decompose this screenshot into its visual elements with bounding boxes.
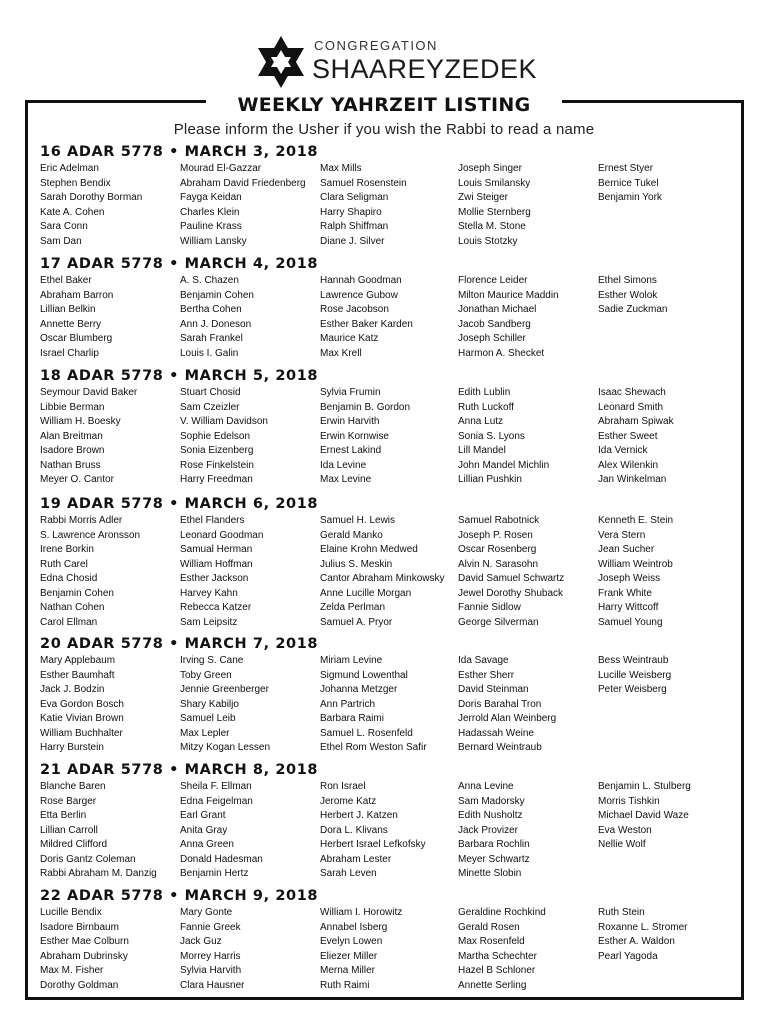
yahrzeit-name: Bernice Tukel — [598, 177, 659, 189]
yahrzeit-name: Fayga Keidan — [180, 192, 242, 203]
yahrzeit-name: Samuel Rabotnick — [458, 515, 540, 526]
name-columns — [40, 386, 740, 490]
name-column — [180, 654, 270, 756]
yahrzeit-name: Max Levine — [320, 474, 372, 485]
yahrzeit-name: Hazel B Schloner — [458, 965, 536, 976]
yahrzeit-name: Sonia S. Lyons — [458, 430, 525, 442]
name-column — [320, 654, 427, 756]
name-column — [40, 386, 137, 488]
section-heading: 19 ADAR 5778 • MARCH 6, 2018 — [40, 496, 319, 512]
name-column — [180, 162, 306, 249]
yahrzeit-name: Stephen Bendix — [40, 177, 111, 189]
yahrzeit-name: Anne Lucille Morgan — [320, 587, 412, 599]
yahrzeit-name: Louis Smilansky — [458, 177, 531, 189]
yahrzeit-name: John Mandel Michlin — [458, 459, 550, 471]
name-column — [458, 386, 549, 488]
yahrzeit-name: Annette Berry — [40, 318, 102, 330]
yahrzeit-name: Minette Slobin — [458, 868, 522, 879]
yahrzeit-name: Abraham Spiwak — [598, 416, 674, 427]
congregation-logo — [254, 34, 538, 92]
name-columns — [40, 906, 740, 1010]
name-columns — [40, 274, 740, 378]
name-column — [458, 654, 556, 756]
yahrzeit-name: Meyer O. Cantor — [40, 474, 114, 485]
yahrzeit-name: Harvey Kahn — [180, 587, 238, 599]
yahrzeit-name: Samuel Young — [598, 616, 663, 628]
name-column — [598, 162, 662, 206]
yahrzeit-name: Rabbi Morris Adler — [40, 515, 123, 526]
yahrzeit-name: Max Rosenfeld — [458, 936, 525, 947]
yahrzeit-name: Esther Mae Colburn — [40, 936, 129, 947]
yahrzeit-name: Ruth Luckoff — [458, 401, 514, 413]
section-heading: 21 ADAR 5778 • MARCH 8, 2018 — [40, 762, 319, 778]
yahrzeit-name: Ralph Shiffman — [320, 221, 389, 232]
yahrzeit-name: Louis I. Galin — [180, 347, 239, 359]
yahrzeit-name: Rebecca Katzer — [180, 602, 252, 613]
yahrzeit-name: Donald Hadesman — [180, 853, 263, 865]
section-heading: 17 ADAR 5778 • MARCH 4, 2018 — [40, 256, 319, 272]
yahrzeit-name: Jean Sucher — [598, 544, 655, 555]
yahrzeit-name: Nathan Cohen — [40, 602, 105, 613]
name-column — [180, 386, 268, 488]
yahrzeit-name: Esther Baker Karden — [320, 318, 413, 330]
name-column — [598, 274, 667, 318]
yahrzeit-name: Sylvia Frumin — [320, 387, 381, 398]
yahrzeit-name: Benjamin Cohen — [180, 289, 254, 301]
yahrzeit-name: Edna Feigelman — [180, 795, 253, 807]
yahrzeit-name: William I. Horowitz — [320, 907, 403, 918]
yahrzeit-name: Hadassah Weine — [458, 727, 534, 739]
page-title: WEEKLY YAHRZEIT LISTING — [237, 94, 531, 116]
yahrzeit-name: Sadie Zuckman — [598, 304, 668, 315]
yahrzeit-name: Shary Kabiljo — [180, 698, 239, 710]
yahrzeit-name: Abraham David Friedenberg — [180, 177, 306, 189]
yahrzeit-name: Elaine Krohn Medwed — [320, 544, 418, 555]
yahrzeit-name: Pauline Krass — [180, 221, 242, 232]
congregation-label: CONGREGATION — [314, 38, 438, 53]
yahrzeit-name: Jerome Katz — [320, 795, 377, 807]
name-column — [320, 274, 413, 361]
yahrzeit-name: Herbert Israel Lefkofsky — [320, 839, 426, 850]
yahrzeit-name: William Lansky — [180, 235, 247, 247]
yahrzeit-name: Pearl Yagoda — [598, 950, 658, 962]
date-section — [40, 886, 740, 1010]
date-section — [40, 760, 740, 884]
name-columns — [40, 780, 740, 884]
name-column — [320, 162, 407, 249]
yahrzeit-name: Maurice Katz — [320, 333, 379, 344]
page-subtitle: Please inform the Usher if you wish the Rabbi to read a name — [173, 121, 595, 138]
yahrzeit-name: Samual Herman — [180, 544, 253, 555]
yahrzeit-name: Esther Wolok — [598, 289, 658, 301]
yahrzeit-name: Etta Berlin — [40, 810, 87, 821]
yahrzeit-name: Bertha Cohen — [180, 304, 242, 315]
name-column — [40, 514, 140, 630]
yahrzeit-name: Esther Sweet — [598, 430, 658, 442]
name-column — [180, 274, 254, 361]
yahrzeit-name: Max Krell — [320, 347, 362, 359]
name-column — [458, 906, 546, 993]
yahrzeit-name: Fannie Greek — [180, 921, 241, 933]
section-heading: 16 ADAR 5778 • MARCH 3, 2018 — [40, 144, 319, 160]
yahrzeit-name: Ida Levine — [320, 459, 367, 471]
name-column — [598, 654, 671, 698]
name-column — [458, 514, 564, 630]
yahrzeit-name: Harry Burstein — [40, 742, 104, 753]
yahrzeit-name: Joseph Singer — [458, 163, 522, 174]
yahrzeit-name: Sylvia Harvith — [180, 965, 242, 976]
yahrzeit-name: Barbara Raimi — [320, 713, 384, 724]
yahrzeit-name: Jerrold Alan Weinberg — [458, 713, 557, 724]
yahrzeit-name: Irving S. Cane — [180, 655, 244, 666]
yahrzeit-name: Kenneth E. Stein — [598, 515, 674, 526]
yahrzeit-name: Rose Finkelstein — [180, 459, 254, 471]
name-column — [458, 274, 559, 361]
name-columns — [40, 514, 740, 628]
yahrzeit-name: Joseph P. Rosen — [458, 529, 533, 541]
yahrzeit-name: Ethel Simons — [598, 275, 657, 286]
yahrzeit-name: Sarah Dorothy Borman — [40, 192, 143, 203]
name-column — [598, 386, 674, 488]
yahrzeit-name: Blanche Baren — [40, 781, 106, 792]
yahrzeit-name: Diane J. Silver — [320, 235, 385, 247]
yahrzeit-name: Max Lepler — [180, 727, 230, 739]
date-section — [40, 634, 740, 758]
yahrzeit-name: Sophie Edelson — [180, 430, 251, 442]
yahrzeit-name: Ethel Baker — [40, 275, 92, 286]
yahrzeit-name: Cantor Abraham Minkowsky — [320, 573, 445, 584]
name-columns — [40, 654, 740, 758]
yahrzeit-name: Earl Grant — [180, 810, 226, 821]
yahrzeit-name: Edith Lublin — [458, 387, 511, 398]
yahrzeit-name: Lawrence Gubow — [320, 289, 398, 301]
name-column — [180, 514, 263, 630]
yahrzeit-name: Jack Provizer — [458, 824, 519, 836]
yahrzeit-name: Martha Schechter — [458, 950, 537, 962]
name-columns — [40, 162, 740, 266]
yahrzeit-name: Merna Miller — [320, 965, 376, 976]
yahrzeit-name: William Weintrob — [598, 558, 673, 570]
yahrzeit-name: Anna Lutz — [458, 416, 504, 427]
name-column — [598, 906, 688, 964]
yahrzeit-name: Stella M. Stone — [458, 221, 526, 232]
yahrzeit-name: Max M. Fisher — [40, 965, 104, 976]
yahrzeit-name: Gerald Rosen — [458, 921, 520, 933]
yahrzeit-name: Clara Seligman — [320, 192, 389, 203]
yahrzeit-name: Lucille Bendix — [40, 907, 102, 918]
name-column — [40, 162, 142, 249]
yahrzeit-name: Ruth Raimi — [320, 979, 370, 991]
yahrzeit-name: David Samuel Schwartz — [458, 573, 565, 584]
yahrzeit-name: Israel Charlip — [40, 347, 99, 359]
yahrzeit-name: Alan Breitman — [40, 430, 103, 442]
yahrzeit-name: Bernard Weintraub — [458, 742, 542, 753]
yahrzeit-name: Jewel Dorothy Shuback — [458, 587, 564, 599]
yahrzeit-name: Kate A. Cohen — [40, 206, 105, 218]
yahrzeit-name: Samuel Rosenstein — [320, 177, 407, 189]
yahrzeit-name: David Steinman — [458, 684, 529, 695]
yahrzeit-name: Peter Weisberg — [598, 684, 667, 695]
name-column — [458, 162, 531, 249]
yahrzeit-name: Johanna Metzger — [320, 684, 398, 695]
yahrzeit-name: Florence Leider — [458, 275, 528, 286]
yahrzeit-name: Stuart Chosid — [180, 387, 241, 398]
yahrzeit-name: Max Mills — [320, 163, 362, 174]
yahrzeit-name: William Hoffman — [180, 558, 253, 570]
yahrzeit-name: Lillian Carroll — [40, 824, 98, 836]
name-column — [458, 780, 530, 882]
yahrzeit-name: Mourad El-Gazzar — [180, 163, 262, 174]
yahrzeit-name: Miriam Levine — [320, 655, 383, 666]
yahrzeit-name: Ida Vernick — [598, 445, 648, 456]
yahrzeit-name: Edith Nusholtz — [458, 810, 523, 821]
yahrzeit-name: Anna Green — [180, 839, 234, 850]
yahrzeit-name: Esther Baumhaft — [40, 669, 115, 681]
yahrzeit-name: Harmon A. Shecket — [458, 347, 545, 359]
yahrzeit-name: Abraham Dubrinsky — [40, 950, 128, 962]
yahrzeit-name: Eric Adelman — [40, 163, 99, 174]
yahrzeit-name: Ida Savage — [458, 655, 509, 666]
name-column — [180, 780, 263, 882]
yahrzeit-name: Samuel Leib — [180, 713, 236, 724]
yahrzeit-name: Sam Madorsky — [458, 795, 525, 807]
yahrzeit-name: Oscar Blumberg — [40, 333, 113, 344]
date-section — [40, 366, 740, 490]
yahrzeit-name: Esther A. Waldon — [598, 936, 675, 947]
yahrzeit-name: Katie Vivian Brown — [40, 713, 124, 724]
yahrzeit-name: Benjamin L. Stulberg — [598, 781, 691, 792]
yahrzeit-name: George Silverman — [458, 616, 539, 628]
yahrzeit-name: Jonathan Michael — [458, 304, 537, 315]
section-heading: 20 ADAR 5778 • MARCH 7, 2018 — [40, 636, 319, 652]
yahrzeit-name: Nathan Bruss — [40, 459, 101, 471]
yahrzeit-name: Abraham Lester — [320, 853, 392, 865]
yahrzeit-name: Zelda Perlman — [320, 602, 386, 613]
yahrzeit-name: Isaac Shewach — [598, 387, 666, 398]
yahrzeit-name: Toby Green — [180, 669, 232, 681]
yahrzeit-name: Samuel A. Pryor — [320, 616, 393, 628]
yahrzeit-name: Edna Chosid — [40, 573, 98, 584]
yahrzeit-name: Benjamin B. Gordon — [320, 401, 411, 413]
yahrzeit-name: Lill Mandel — [458, 445, 506, 456]
yahrzeit-name: S. Lawrence Aronsson — [40, 529, 141, 541]
yahrzeit-name: Joseph Schiller — [458, 333, 526, 344]
name-column — [180, 906, 244, 993]
name-column — [40, 906, 129, 993]
yahrzeit-name: Sam Dan — [40, 235, 82, 247]
yahrzeit-name: Libbie Berman — [40, 401, 105, 413]
yahrzeit-name: Isadore Brown — [40, 445, 105, 456]
yahrzeit-name: Louis Stotzky — [458, 235, 518, 247]
yahrzeit-name: Sarah Leven — [320, 868, 377, 879]
yahrzeit-name: Samuel H. Lewis — [320, 515, 396, 526]
name-column — [40, 654, 124, 756]
yahrzeit-name: Roxanne L. Stromer — [598, 921, 688, 933]
yahrzeit-name: Geraldine Rochkind — [458, 907, 546, 918]
yahrzeit-name: Sam Leipsitz — [180, 616, 238, 628]
yahrzeit-name: Eva Weston — [598, 824, 652, 836]
yahrzeit-name: Ernest Lakind — [320, 445, 382, 456]
yahrzeit-name: Ann Partrich — [320, 698, 376, 710]
yahrzeit-name: Benjamin Hertz — [180, 868, 249, 879]
yahrzeit-name: Jack Guz — [180, 936, 222, 947]
yahrzeit-name: Doris Barahal Tron — [458, 698, 542, 710]
yahrzeit-name: Meyer Schwartz — [458, 853, 530, 865]
yahrzeit-name: William H. Boesky — [40, 416, 121, 427]
yahrzeit-name: Lillian Belkin — [40, 304, 96, 315]
yahrzeit-name: Abraham Barron — [40, 289, 114, 301]
yahrzeit-name: Carol Ellman — [40, 616, 98, 628]
yahrzeit-name: Dorothy Goldman — [40, 979, 119, 991]
yahrzeit-name: Sheila F. Ellman — [180, 781, 252, 792]
yahrzeit-name: Ron Israel — [320, 781, 366, 792]
yahrzeit-name: Eliezer Miller — [320, 950, 378, 962]
yahrzeit-name: Rose Jacobson — [320, 304, 389, 315]
yahrzeit-name: Zwi Steiger — [458, 192, 509, 203]
yahrzeit-name: Sara Conn — [40, 221, 88, 232]
yahrzeit-name: Dora L. Klivans — [320, 824, 388, 836]
name-column — [320, 386, 410, 488]
section-heading: 22 ADAR 5778 • MARCH 9, 2018 — [40, 888, 319, 904]
yahrzeit-name: Anita Gray — [180, 824, 228, 836]
yahrzeit-name: Leonard Goodman — [180, 529, 264, 541]
yahrzeit-name: Jan Winkelman — [598, 474, 667, 485]
yahrzeit-name: Mitzy Kogan Lessen — [180, 742, 271, 753]
yahrzeit-name: Jack J. Bodzin — [40, 684, 105, 695]
yahrzeit-name: Esther Sherr — [458, 669, 515, 681]
yahrzeit-name: Alex Wilenkin — [598, 459, 659, 471]
yahrzeit-name: Bess Weintraub — [598, 655, 669, 666]
yahrzeit-name: Michael David Waze — [598, 810, 689, 821]
yahrzeit-name: Rabbi Abraham M. Danzig — [40, 868, 157, 879]
yahrzeit-name: Evelyn Lowen — [320, 936, 383, 947]
yahrzeit-name: Ann J. Doneson — [180, 318, 252, 330]
yahrzeit-name: Lucille Weisberg — [598, 669, 672, 681]
yahrzeit-name: Vera Stern — [598, 529, 646, 541]
section-heading: 18 ADAR 5778 • MARCH 5, 2018 — [40, 368, 319, 384]
yahrzeit-name: Fannie Sidlow — [458, 602, 521, 613]
yahrzeit-name: Frank White — [598, 587, 652, 599]
yahrzeit-name: Sam Czeizler — [180, 401, 240, 413]
yahrzeit-name: Eva Gordon Bosch — [40, 698, 124, 710]
yahrzeit-name: Jacob Sandberg — [458, 318, 531, 330]
yahrzeit-name: Ruth Stein — [598, 907, 645, 918]
date-section — [40, 142, 740, 266]
yahrzeit-name: Clara Hausner — [180, 979, 245, 991]
yahrzeit-name: Harry Wittcoff — [598, 602, 659, 613]
yahrzeit-name: Morris Tishkin — [598, 795, 660, 807]
yahrzeit-name: Doris Gantz Coleman — [40, 853, 136, 865]
yahrzeit-name: Irene Borkin — [40, 544, 94, 555]
yahrzeit-name: Hannah Goodman — [320, 275, 402, 286]
yahrzeit-name: Alvin N. Sarasohn — [458, 558, 539, 570]
congregation-name: SHAAREYZEDEK — [312, 54, 538, 84]
yahrzeit-name: Sonia Eizenberg — [180, 445, 254, 456]
yahrzeit-name: Mollie Sternberg — [458, 206, 531, 218]
name-column — [320, 780, 426, 882]
yahrzeit-name: Ethel Rom Weston Safir — [320, 742, 427, 753]
name-column — [598, 780, 691, 853]
yahrzeit-name: Benjamin York — [598, 192, 662, 203]
yahrzeit-name: Lillian Pushkin — [458, 474, 522, 485]
yahrzeit-name: Benjamin Cohen — [40, 587, 114, 599]
yahrzeit-name: Jennie Greenberger — [180, 684, 269, 695]
yahrzeit-name: Isadore Birnbaum — [40, 921, 119, 933]
date-section — [40, 494, 740, 628]
yahrzeit-name: Sigmund Lowenthal — [320, 669, 408, 681]
yahrzeit-name: Oscar Rosenberg — [458, 544, 537, 555]
title-wrap — [206, 92, 562, 118]
name-column — [320, 906, 402, 993]
name-column — [40, 274, 113, 361]
yahrzeit-name: Rose Barger — [40, 795, 97, 807]
yahrzeit-name: Mary Gonte — [180, 907, 233, 918]
yahrzeit-name: Mary Applebaum — [40, 655, 116, 666]
yahrzeit-name: Sarah Frankel — [180, 333, 243, 344]
yahrzeit-name: Anna Levine — [458, 781, 514, 792]
yahrzeit-name: Ethel Flanders — [180, 515, 245, 526]
yahrzeit-name: Erwin Kornwise — [320, 430, 389, 442]
name-column — [40, 780, 157, 882]
yahrzeit-name: Gerald Manko — [320, 529, 383, 541]
yahrzeit-name: Leonard Smith — [598, 401, 664, 413]
yahrzeit-name: Ernest Styer — [598, 163, 654, 174]
yahrzeit-name: V. William Davidson — [180, 416, 268, 427]
yahrzeit-name: Harry Shapiro — [320, 206, 382, 218]
yahrzeit-name: Morrey Harris — [180, 950, 241, 962]
name-column — [320, 514, 445, 630]
star-of-david-icon — [254, 34, 308, 90]
yahrzeit-name: Milton Maurice Maddin — [458, 289, 559, 301]
yahrzeit-name: Esther Jackson — [180, 573, 249, 584]
yahrzeit-name: Annette Serling — [458, 979, 527, 991]
date-section — [40, 254, 740, 378]
yahrzeit-name: Erwin Harvith — [320, 416, 380, 427]
yahrzeit-name: Seymour David Baker — [40, 387, 138, 398]
name-column — [598, 514, 673, 630]
yahrzeit-name: Charles Klein — [180, 206, 240, 218]
yahrzeit-name: Annabel Isberg — [320, 921, 388, 933]
yahrzeit-name: William Buchhalter — [40, 727, 123, 739]
yahrzeit-name: Ruth Carel — [40, 558, 88, 570]
yahrzeit-name: Barbara Rochlin — [458, 839, 530, 850]
yahrzeit-name: Herbert J. Katzen — [320, 810, 398, 821]
yahrzeit-name: Nellie Wolf — [598, 839, 646, 850]
yahrzeit-name: Julius S. Meskin — [320, 558, 393, 570]
yahrzeit-name: Harry Freedman — [180, 474, 253, 485]
yahrzeit-name: Samuel L. Rosenfeld — [320, 727, 413, 739]
yahrzeit-name: Mildred Clifford — [40, 839, 108, 850]
yahrzeit-name: A. S. Chazen — [180, 275, 239, 286]
yahrzeit-name: Joseph Weiss — [598, 573, 661, 584]
